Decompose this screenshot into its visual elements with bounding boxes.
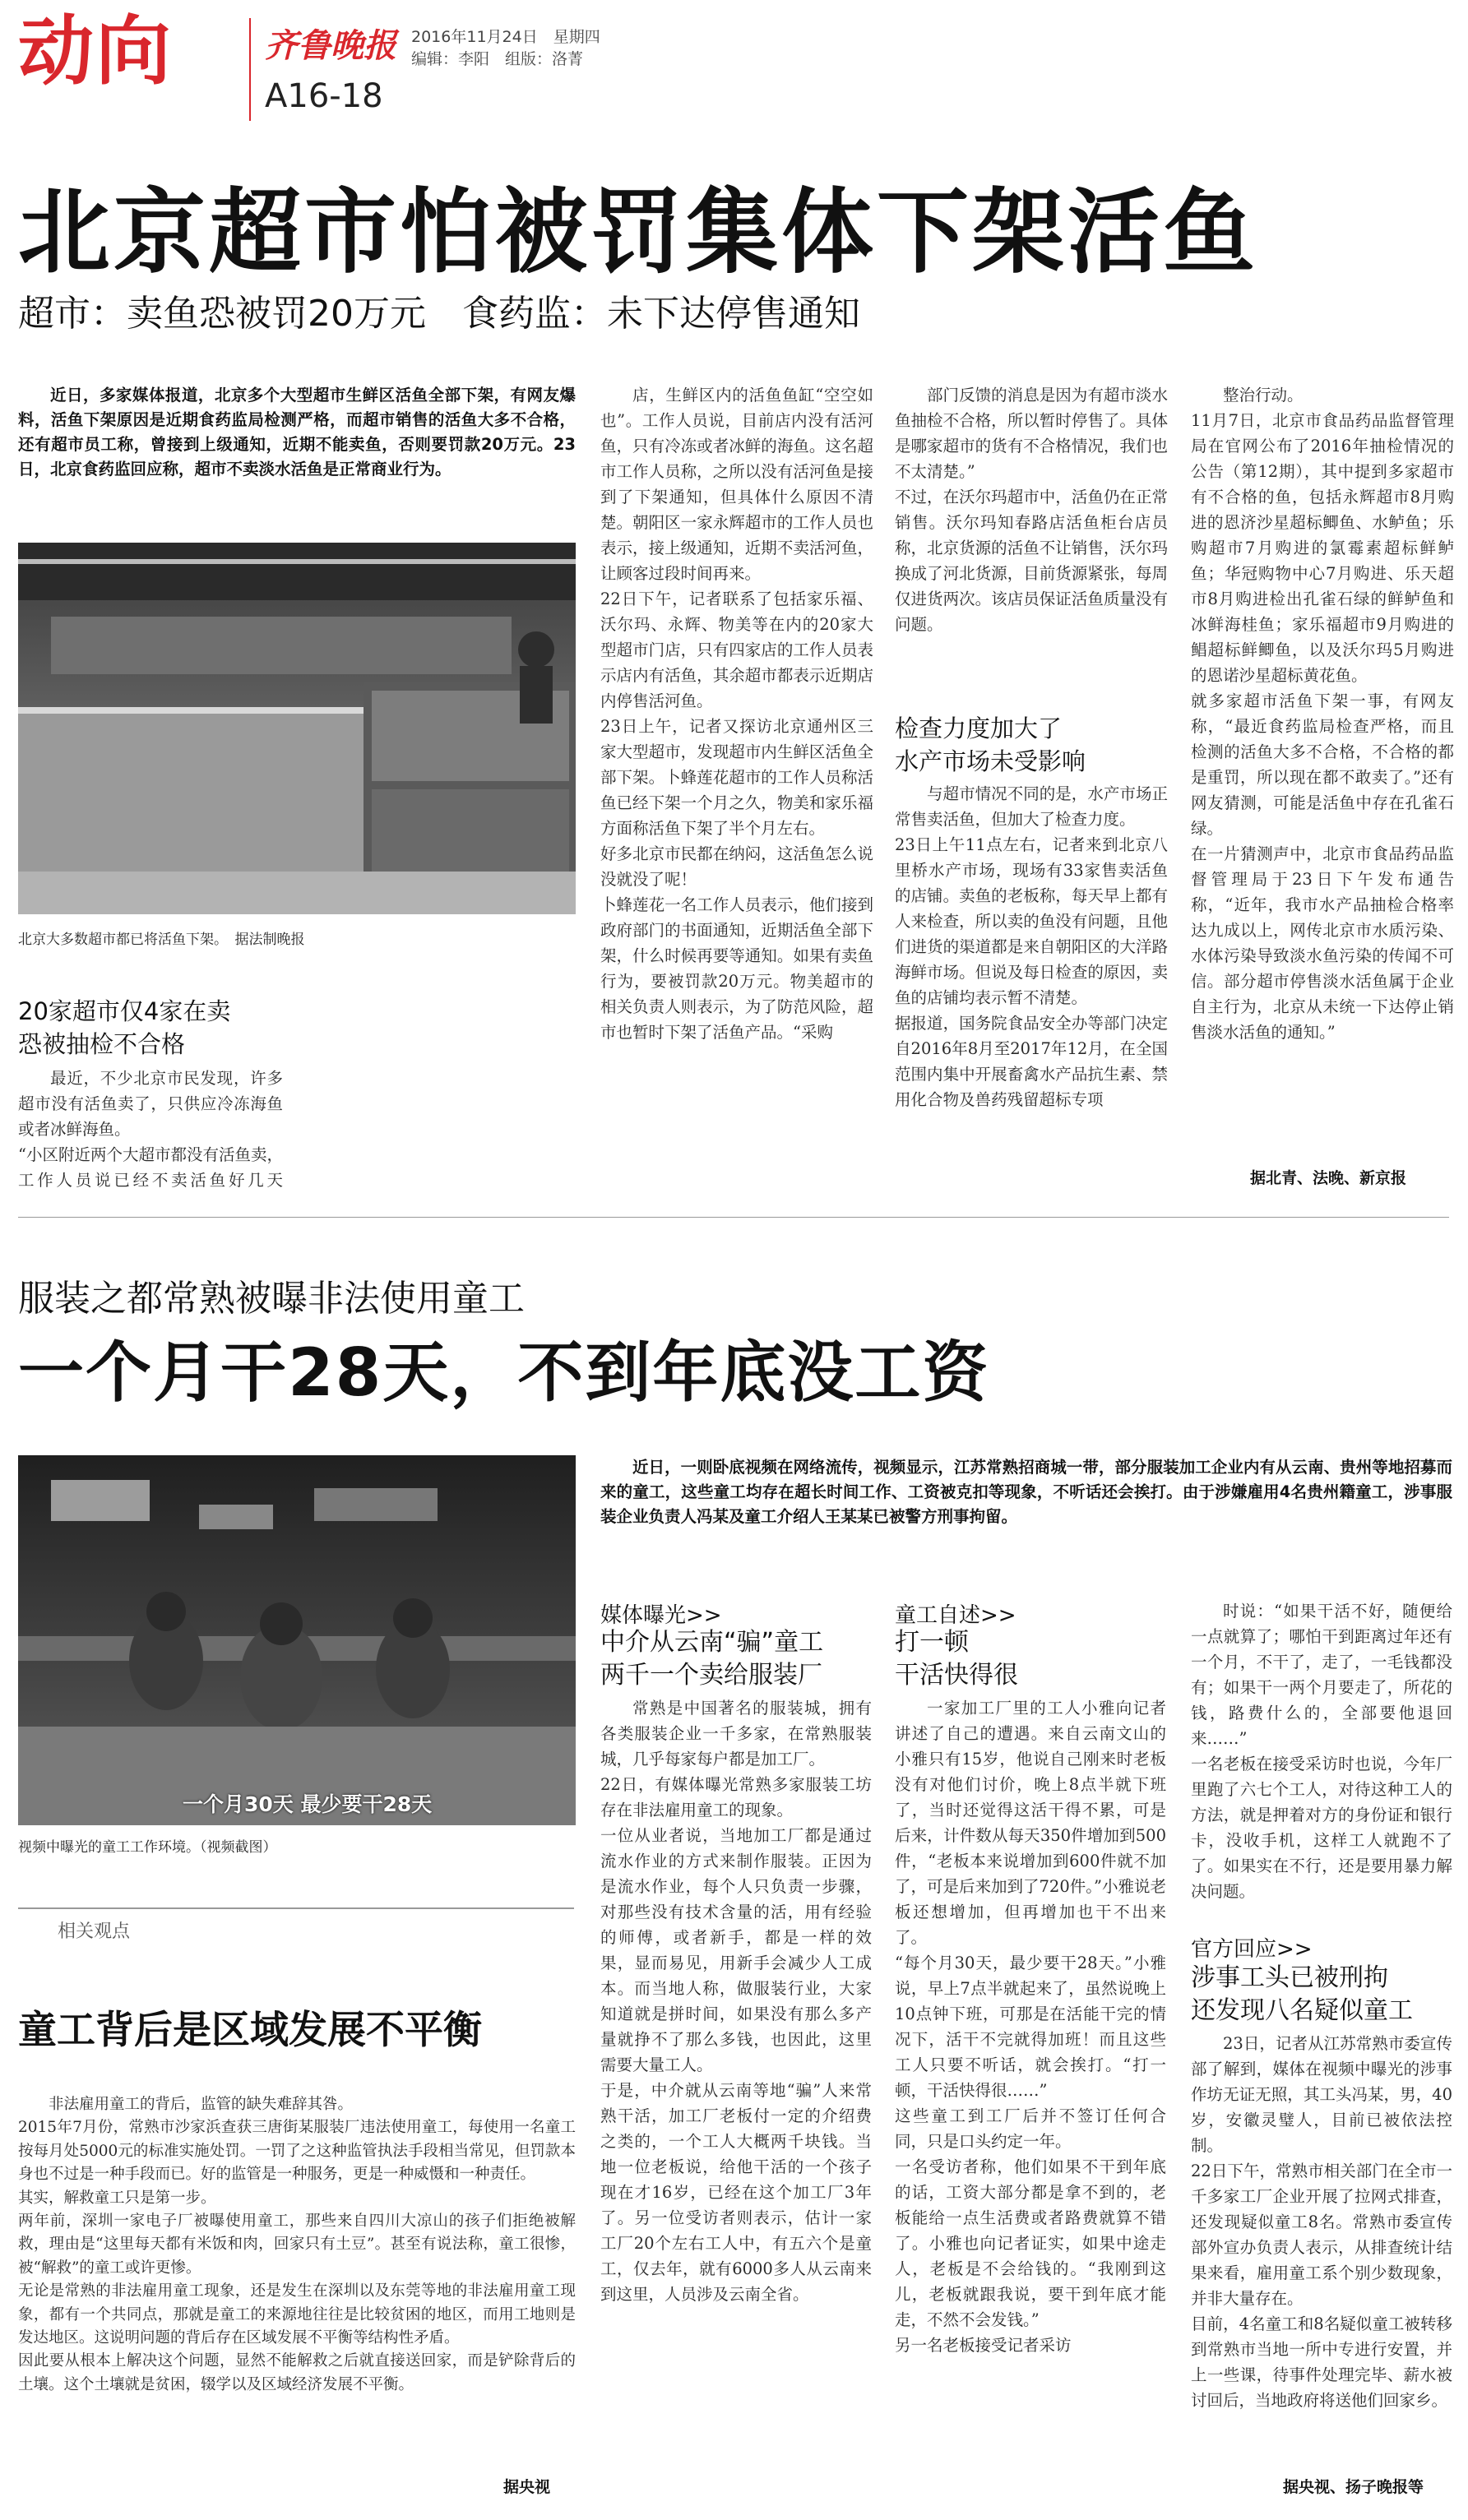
workshop-photo-illustration bbox=[18, 1455, 576, 1825]
story1-source: 据北青、法晚、新京报 bbox=[1250, 1169, 1407, 1187]
story2-kicker: 服装之都常熟被曝非法使用童工 bbox=[18, 1278, 525, 1320]
newspaper-logo: 齐鲁晚报 bbox=[265, 26, 396, 65]
story1-column-3a: 部门反馈的消息是因为有超市淡水鱼抽检不合格，所以暂时停售了。具体是哪家超市的货有不合格情况，我们也不太清楚。” 不过，在沃尔玛超市中，活鱼仍在正常销售。沃尔玛知春路店活鱼柜台店员称，北京货源的活鱼不让销售，沃尔玛换成了河北货源，目前货源紧张，每周仅进货两次。该店员保证活鱼质量没有问题。 bbox=[895, 386, 1168, 634]
masthead-divider bbox=[249, 18, 251, 121]
page-number: A16-18 bbox=[265, 77, 383, 115]
colC-body-top: 时说：“如果干活不好，随便给一点就算了；哪怕干到距离过年还有一个月，不干了，走了，一毛钱都没有；如果干一两个月要走了，所花的钱，路费什么的，全部要他退回来……” 一名老板在接受采访时也说，今年厂里跑了六七个工人，对待这种工人的方法，就是押着对方的身份证和银行卡，没收手机，这样工人就跑不了了。如果实在不行，还是要用暴力解决问题。 bbox=[1191, 1602, 1452, 1901]
story1-subtitle: 超市：卖鱼恐被罚20万元 食药监：未下达停售通知 bbox=[18, 293, 860, 335]
colC-body: 23日，记者从江苏常熟市委宣传部了解到，媒体在视频中曝光的涉事作坊无证无照，其工头冯某，男，40岁，安徽灵璧人，目前已被依法控制。 22日下午，常熟市相关部门在全市一千多家工厂企业开展了拉网式排查，还发现疑似童工8名。常熟市委宣传部外宣办负责人表示，从排查统计结果来看，雇用童工系个别少数现象，并非大量存在。 目前，4名童工和8名疑似童工被转移到常熟市当地一所中专进行安置，并上一些课，待事件处理完毕、薪水被讨回后，当地政府将送他们回家乡。 bbox=[1191, 2034, 1452, 2410]
story1-column-2: 店，生鲜区内的活鱼鱼缸“空空如也”。工作人员说，目前店内没有活河鱼，只有冷冻或者冰鲜的海鱼。这名超市工作人员称，之所以没有活河鱼是接到了下架通知，但具体什么原因不清楚。朝阳区一家永辉超市的工作人员也表示，接上级通知，近期不卖活河鱼，让顾客过段时间再来。 22日下午，记者联系了包括家乐福、沃尔玛、永辉、物美等在内的20家大型超市门店，只有四家店的工作人员表示店内有活鱼，其余超市都表示近期店内停售活河鱼。 23日上午，记者又探访北京通州区三家大型超市，发现超市内生鲜区活鱼全部下架。卜蜂莲花超市的工作人员称活鱼已经下架一个月之久，物美和家乐福方面称活鱼下架了半个月左右。 好多北京市民都在纳闷，这活鱼怎么说没就没了呢！ 卜蜂莲花一名工作人员表示，他们接到政府部门的书面通知，近期活鱼全部下架，什么时候再要等通知。如果有卖鱼行为，要被罚款20万元。物美超市的相关负责人则表示，为了防范风险，超市也暂时下架了活鱼产品。“采购 bbox=[600, 386, 873, 1042]
story1-subhead-quota: 20家超市仅4家在卖 恐被抽检不合格 bbox=[18, 997, 231, 1058]
opinion-label: 相关观点 bbox=[58, 1921, 131, 1942]
story2-photo bbox=[18, 1455, 576, 1825]
colA-body: 常熟是中国著名的服装城，拥有各类服装企业一千多家，在常熟服装城，几乎每家每户都是加工厂。 22日，有媒体曝光常熟多家服装工坊存在非法雇用童工的现象。 一位从业者说，当地加工厂都是通过流水作业的方式来制作服装。正因为是流水作业，每个人只负责一步骤，对那些没有技术含量的活，用有经验的师傅，或者新手，都是一样的效果，显而易见，用新手会减少人工成本。而当地人称，做服装行业，大家知道就是拼时间，如果没有那么多产量就挣不了那么多钱，也因此，这里需要大量工人。 于是，中介就从云南等地“骗”人来常熟干活，加工厂老板付一定的介绍费之类的，一个工人大概两千块钱。当地一位老板说，给他干活的一个孩子现在才16岁，已经在这个加工厂3年了。另一位受访者则表示，估计一家工厂20个左右工人中，有五六个是童工，仅去年，就有6000多人从云南来到这里，人员涉及云南全省。 bbox=[600, 1699, 872, 2304]
story1-column-4: 整治行动。 11月7日，北京市食品药品监督管理局在官网公布了2016年抽检情况的公告（第12期），其中提到多家超市有不合格的鱼，包括永辉超市8月购进的恩济沙星超标鲫鱼、水鲈鱼；乐购超市7月购进的氯霉素超标鲜鲈鱼；华冠购物中心7月购进、乐天超市8月购进检出孔雀石绿的鲜鲈鱼和冰鲜海桂鱼；家乐福超市9月购进的鲳超标鲜鲫鱼，以及沃尔玛5月购进的恩诺沙星超标黄花鱼。 就多家超市活鱼下架一事，有网友称，“最近食药监局检查严格，而且检测的活鱼大多不合格，不合格的都是重罚，所以现在都不敢卖了。”还有网友猜测，可能是活鱼中存在孔雀石绿。 在一片猜测声中，北京市食品药品监督管理局于23日下午发布通告称，“近年，我市水产品抽检合格率达九成以上，网传北京市水质污染、水体污染导致淡水鱼污染的传闻不可信。部分超市停售淡水活鱼属于企业自主行为，北京从未统一下达停止销售淡水活鱼的通知。” bbox=[1191, 386, 1454, 1042]
story2-source: 据央视、扬子晚报等 bbox=[1283, 2478, 1424, 2496]
colA-label: 媒体曝光>> bbox=[600, 1603, 722, 1628]
issue-date: 2016年11月24日 星期四 bbox=[411, 28, 600, 46]
story1-photo bbox=[18, 543, 576, 914]
story1-subhead-market: 检查力度加大了 水产市场未受影响 bbox=[895, 714, 1086, 775]
supermarket-photo-illustration bbox=[18, 543, 576, 914]
photo-overlay-text: 一个月30天 最少要干28天 bbox=[183, 1792, 433, 1816]
colC-label: 官方回应>> bbox=[1191, 1937, 1313, 1962]
story1-photo-caption: 北京大多数超市都已将活鱼下架。 据法制晚报 bbox=[18, 932, 305, 948]
story-divider bbox=[18, 1217, 1449, 1218]
colB-label: 童工自述>> bbox=[895, 1603, 1016, 1628]
story1-lead: 近日，多家媒体报道，北京多个大型超市生鲜区活鱼全部下架，有网友爆料，活鱼下架原因是近期食药监局检测严格，而超市销售的活鱼大多不合格，还有超市员工称，曾接到上级通知，近期不能卖鱼，否则要罚款20万元。23日，北京食药监回应称，超市不卖淡水活鱼是正常商业行为。 bbox=[18, 386, 576, 479]
opinion-headline: 童工背后是区域发展不平衡 bbox=[18, 2008, 482, 2053]
story1-column-3b: 与超市情况不同的是，水产市场正常售卖活鱼，但加大了检查力度。 23日上午11点左右，记者来到北京八里桥水产市场，现场有33家售卖活鱼的店铺。卖鱼的老板称，每天早上都有人来检查，所以卖的鱼没有问题，且他们进货的渠道都是来自朝阳区的大洋路海鲜市场。但说及每日检查的原因，卖鱼的店铺均表示暂不清楚。 据报道，国务院食品安全办等部门决定自2016年8月至2017年12月，在全国范围内集中开展畜禽水产品抗生素、禁用化合物及兽药残留超标专项 bbox=[895, 784, 1168, 1109]
story2-headline: 一个月干28天，不到年底没工资 bbox=[18, 1334, 990, 1411]
story1-column-1: 最近，不少北京市民发现，许多超市没有活鱼卖了，只供应冷冻海鱼或者冰鲜海鱼。 “小区附近两个大超市都没有活鱼卖，工作人员说已经不卖活鱼好几天 bbox=[18, 1069, 283, 1189]
colC-headline: 涉事工头已被刑拘 还发现八名疑似童工 bbox=[1191, 1963, 1413, 2025]
opinion-body: 非法雇用童工的背后，监管的缺失难辞其咎。 2015年7月份，常熟市沙家浜查获三唐街某服装厂违法使用童工，每使用一名童工按每月处5000元的标准实施处罚。一罚了之这种监管执法手段相当常见，但罚款本身也不过是一种手段而已。好的监管是一种服务，更是一种威慑和一种责任。 其实，解救童工只是第一步。 两年前，深圳一家电子厂被曝使用童工，那些来自四川大凉山的孩子们拒绝被解救，理由是“这里每天都有米饭和肉，回家只有土豆”。甚至有说法称，童工很惨，被“解救”的童工或许更惨。 无论是常熟的非法雇用童工现象，还是发生在深圳以及东莞等地的非法雇用童工现象，都有一个共同点，那就是童工的来源地往往是比较贫困的地区，而用工地则是发达地区。这说明问题的背后存在区域发展不平衡等结构性矛盾。 因此要从根本上解决这个问题，显然不能解救之后就直接送回家，而是铲除背后的土壤。这个土壤就是贫困，辍学以及区域经济发展不平衡。 bbox=[18, 2096, 576, 2393]
story2-lead: 近日，一则卧底视频在网络流传，视频显示，江苏常熟招商城一带，部分服装加工企业内有从云南、贵州等地招募而来的童工，这些童工均存在超长时间工作、工资被克扣等现象，不听话还会挨打。由于涉嫌雇用4名贵州籍童工，涉事服装企业负责人冯某及童工介绍人王某某已被警方刑事拘留。 bbox=[600, 1458, 1452, 1526]
colB-headline: 打一顿 干活快得很 bbox=[895, 1628, 1018, 1690]
story1-column-1b bbox=[309, 998, 576, 1192]
colA-headline: 中介从云南“骗”童工 两千一个卖给服装厂 bbox=[600, 1628, 824, 1690]
colB-body: 一家加工厂里的工人小雅向记者讲述了自己的遭遇。来自云南文山的小雅只有15岁，他说自己刚来时老板没有对他们讨价，晚上8点半就下班了，当时还觉得这活干得不累，可是后来，计件数从每天350件增加到500件，“老板本来说增加到600件就不加了，可是后来加到了720件。”小雅说老板还想增加，但再增加也干不出来了。 “每个月30天，最少要干28天。”小雅说，早上7点半就起来了，虽然说晚上10点钟下班，可那是在活能干完的情况下，活干不完就得加班！而且这些工人只要不听话，就会挨打。“打一顿，干活快得很……” 这些童工到工厂后并不签订任何合同，只是口头约定一年。 一名受访者称，他们如果不干到年底的话，工资大部分都是拿不到的，老板能给一点生活费或者路费就算不错了。小雅也向记者证实，如果中途走人，老板是不会给钱的。“我刚到这儿，老板就跟我说，要干到年底才能走，不然不会发钱。” 另一名老板接受记者采访 bbox=[895, 1699, 1166, 2355]
section-title: 动向 bbox=[18, 7, 174, 95]
story2-photo-caption: 视频中曝光的童工工作环境。（视频截图） bbox=[18, 1839, 277, 1856]
editors-line: 编辑：李阳 组版：洛菁 bbox=[411, 50, 584, 68]
opinion-source: 据央视 bbox=[503, 2478, 551, 2496]
story1-headline: 北京超市怕被罚集体下架活鱼 bbox=[18, 179, 1258, 286]
